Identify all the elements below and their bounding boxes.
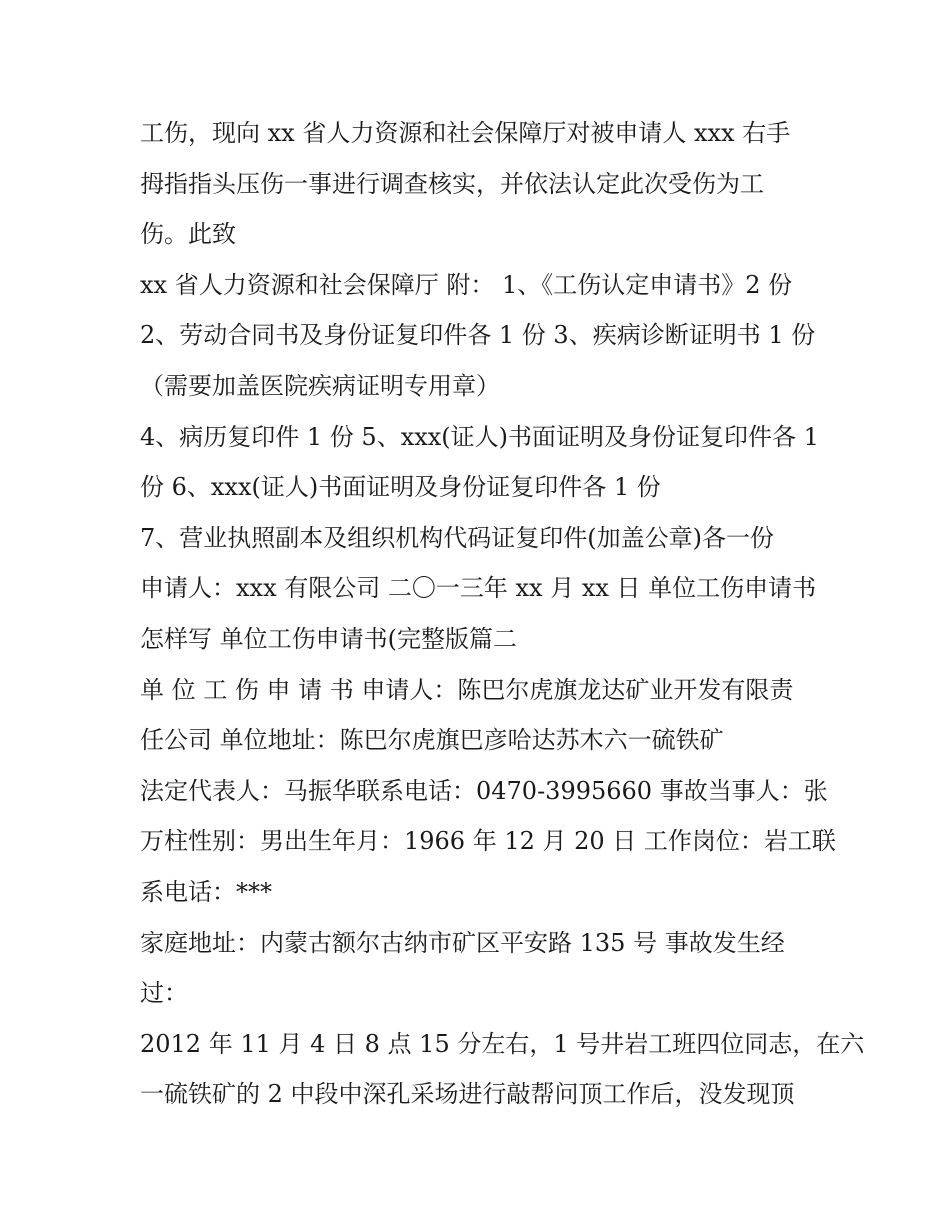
- text-line: 怎样写 单位工伤申请书(完整版篇二: [140, 624, 517, 653]
- text-line: 单 位 工 伤 申 请 书 申请人：陈巴尔虎旗龙达矿业开发有限责: [140, 675, 794, 704]
- text-line: 一硫铁矿的 2 中段中深孔采场进行敲帮问顶工作后，没发现顶: [140, 1080, 795, 1109]
- text-line: 2、劳动合同书及身份证复印件各 1 份 3、疾病诊断证明书 1 份: [140, 321, 816, 350]
- text-line: 伤。此致: [140, 220, 236, 249]
- text-line: 法定代表人：马振华联系电话：0470-3995660 事故当事人：张: [140, 776, 828, 805]
- text-line: 任公司 单位地址：陈巴尔虎旗巴彦哈达苏木六一硫铁矿: [140, 726, 724, 755]
- text-line: 工伤，现向 xx 省人力资源和社会保障厅对被申请人 xxx 右手: [140, 119, 791, 147]
- text-line: 份 6、xxx(证人)书面证明及身份证复印件各 1 份: [140, 473, 661, 502]
- text-line: 申请人：xxx 有限公司 二〇一三年 xx 月 xx 日 单位工伤申请书: [140, 574, 817, 603]
- text-line: 过：: [140, 979, 188, 1008]
- text-line: （需要加盖医院疾病证明专用章）: [140, 371, 500, 400]
- text-line: 7、营业执照副本及组织机构代码证复印件(加盖公章)各一份: [140, 523, 774, 552]
- text-line: xx 省人力资源和社会保障厅 附： 1、《工伤认定申请书》2 份: [140, 270, 793, 299]
- text-line: 拇指指头压伤一事进行调查核实，并依法认定此次受伤为工: [140, 169, 764, 198]
- text-line: 2012 年 11 月 4 日 8 点 15 分左右，1 号井岩工班四位同志，在六: [140, 1029, 865, 1058]
- text-line: 万柱性别：男出生年月：1966 年 12 月 20 日 工作岗位：岩工联: [140, 827, 836, 856]
- text-line: 家庭地址：内蒙古额尔古纳市矿区平安路 135 号 事故发生经: [140, 928, 785, 957]
- text-line: 系电话：***: [140, 877, 272, 906]
- text-line: 4、病历复印件 1 份 5、xxx(证人)书面证明及身份证复印件各 1: [140, 422, 819, 451]
- document-body: [140, 108, 865, 1120]
